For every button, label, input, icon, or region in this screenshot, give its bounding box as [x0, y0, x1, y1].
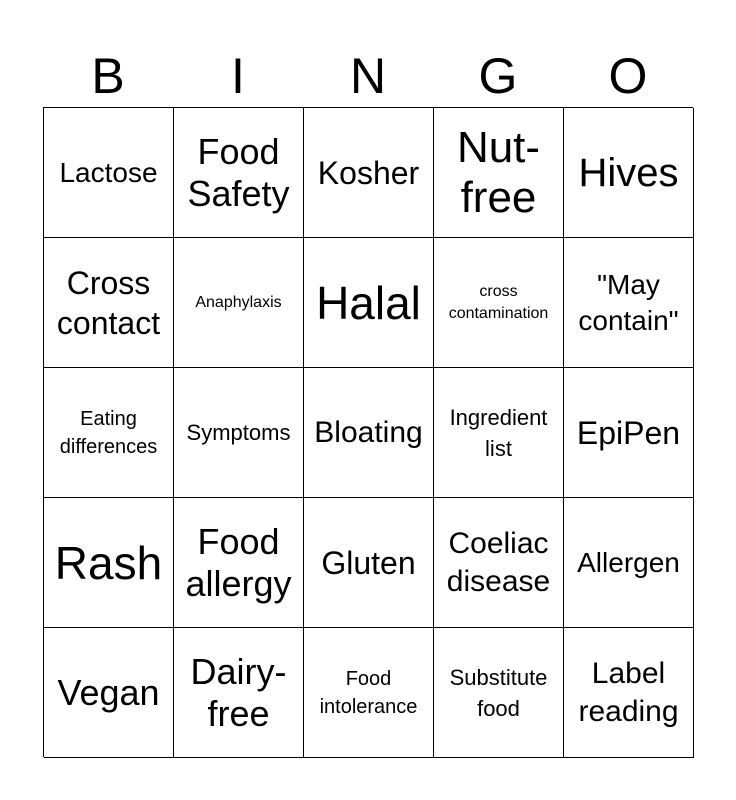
cell-label: Symptoms: [186, 420, 291, 445]
cell-label: Food allergy: [185, 520, 292, 604]
cell-label: Ingredient list: [449, 404, 548, 461]
bingo-cell[interactable]: [564, 238, 694, 368]
bingo-cell[interactable]: [174, 108, 304, 238]
header-letter-n: N: [349, 48, 387, 104]
cell-label: Rash: [54, 536, 163, 589]
bingo-cell[interactable]: [174, 368, 304, 498]
bingo-cell[interactable]: [434, 238, 564, 368]
bingo-cell[interactable]: [564, 628, 694, 758]
cell-label: Lactose: [59, 156, 158, 188]
bingo-cell[interactable]: [304, 368, 434, 498]
header-letter-g: G: [478, 48, 518, 104]
bingo-cell[interactable]: [304, 498, 434, 628]
bingo-cell[interactable]: [564, 368, 694, 498]
header-letter-b: B: [91, 48, 125, 104]
bingo-cell[interactable]: [304, 628, 434, 758]
cell-label: Food Safety: [187, 130, 290, 214]
cell-label: Allergen: [577, 546, 680, 578]
cell-label: Hives: [578, 150, 679, 195]
bingo-cell[interactable]: [564, 108, 694, 238]
bingo-cell[interactable]: [44, 368, 174, 498]
cell-label: "May contain": [578, 268, 679, 336]
bingo-cell[interactable]: [434, 628, 564, 758]
bingo-cell[interactable]: [304, 108, 434, 238]
cell-label: Food intolerance: [319, 667, 418, 718]
cell-label: Anaphylaxis: [195, 293, 282, 311]
cell-label: EpiPen: [576, 414, 681, 451]
cell-label: Dairy-free: [190, 650, 287, 734]
bingo-header: [43, 44, 693, 108]
cell-label: Halal: [316, 276, 421, 329]
bingo-cell[interactable]: [174, 238, 304, 368]
bingo-cell[interactable]: [174, 628, 304, 758]
bingo-cell[interactable]: [44, 498, 174, 628]
cell-label: Vegan: [57, 671, 160, 713]
cell-label: Cross contact: [56, 264, 161, 341]
cell-label: Gluten: [321, 544, 416, 581]
cell-label: Kosher: [317, 154, 420, 191]
bingo-cell[interactable]: [44, 108, 174, 238]
bingo-board: [43, 107, 693, 757]
cell-label: Coeliac disease: [446, 526, 551, 598]
bingo-cell[interactable]: [434, 368, 564, 498]
cell-label: Label reading: [578, 656, 679, 728]
bingo-cell[interactable]: [304, 238, 434, 368]
bingo-cell[interactable]: [44, 628, 174, 758]
header-letter-o: O: [608, 48, 648, 104]
cell-label: Bloating: [314, 415, 423, 449]
bingo-cell[interactable]: [174, 498, 304, 628]
cell-label: Eating differences: [59, 407, 158, 458]
bingo-cell[interactable]: [564, 498, 694, 628]
bingo-cell[interactable]: [44, 238, 174, 368]
bingo-cell[interactable]: [434, 108, 564, 238]
cell-label: cross contamination: [448, 282, 549, 322]
cell-label: Substitute food: [449, 664, 548, 721]
header-letter-i: I: [231, 48, 245, 104]
cell-label: Nut-free: [456, 122, 541, 222]
bingo-cell[interactable]: [434, 498, 564, 628]
